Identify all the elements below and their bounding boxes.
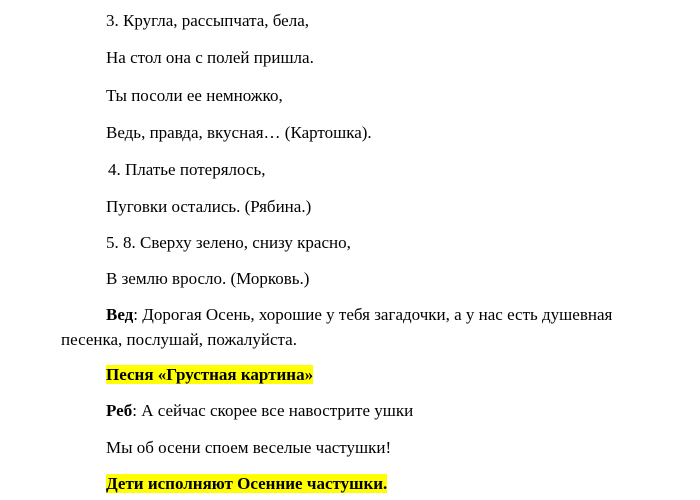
ved-speaker: Вед: [106, 305, 134, 324]
song-title: Песня «Грустная картина»: [106, 365, 314, 384]
riddle-3-line-1: 3. Кругла, рассыпчата, бела,: [106, 11, 309, 30]
reb-speaker: Реб: [106, 401, 133, 420]
final-heading-line: [106, 474, 387, 494]
riddle-3-answer-line: Ведь, правда, вкусная… (Картошка).: [106, 123, 372, 142]
final-heading: Дети исполняют Осенние частушки.: [106, 474, 388, 493]
line-after-reb: Мы об осени споем веселые частушки!: [106, 438, 392, 457]
song-title-line: [106, 365, 313, 385]
reb-line: [106, 401, 413, 421]
ved-paragraph: [61, 305, 671, 350]
riddle-3-line-2: На стол она с полей пришла.: [106, 48, 314, 67]
reb-text: : А сейчас скорее все навострите ушки: [132, 401, 414, 420]
riddle-4-line-1: 4. Платье потерялось,: [108, 160, 266, 179]
riddle-3-line-3: Ты посоли ее немножко,: [106, 86, 283, 105]
ved-text-second: песенка, послушай, пожалуйста.: [61, 330, 297, 349]
ved-line-1: [61, 305, 671, 325]
riddle-5-line-1: 5. 8. Сверху зелено, снизу красно,: [106, 233, 351, 252]
riddle-4-answer-line: Пуговки остались. (Рябина.): [106, 197, 312, 216]
ved-text-first: : Дорогая Осень, хорошие у тебя загадочки, а у нас есть душевная: [133, 305, 613, 324]
riddle-5-answer-line: В землю вросло. (Морковь.): [106, 269, 310, 288]
